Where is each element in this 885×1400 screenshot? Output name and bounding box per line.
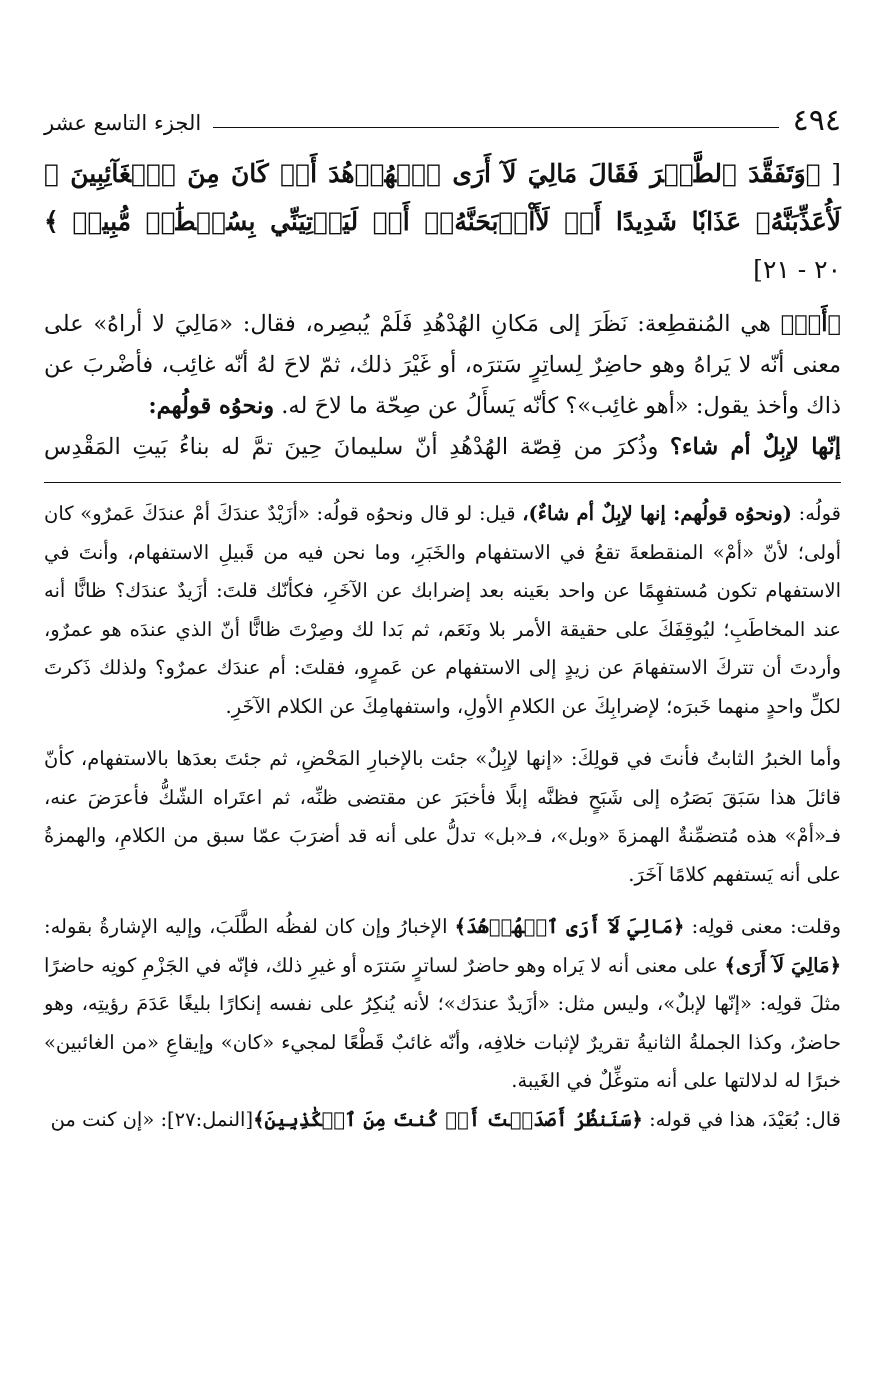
- footnote-bold-quote: (ونحوُه قولُهم: إنها لإبِلٌ أم شاءٌ)،: [522, 502, 792, 525]
- footnote-text: وأما الخبرُ الثابتُ فأنتَ في قولِكَ: «إنها لإبِلٌ» جئت بالإخبارِ المَحْضِ، ثم جئتَ بعدَها بالاستفهام، كأنّ قائلَ هذا سَبَقَ بَصَرُه إلى شَبَحٍ فظنَّه إبلًا فأخبَرَ عن مقتضى ظنِّه، ثم اعتَراه الشّكُّ فأعرَضَ عنه، فـ«أمْ» هذه مُتضمِّنةٌ الهمزةَ «وبل»، فـ«بل» تدلُّ على أنه قد أضرَبَ عمّا سبق من الكلامِ، والهمزةُ على أنه يَستفهم كلامًا آخَرَ.: [44, 747, 841, 886]
- footnote-lead: قولُه:: [798, 502, 841, 525]
- commentary-bold-phrase: ونحوُه قولُهم:: [148, 393, 275, 419]
- footnote-quran-quote: ﴿سَنَنظُرُ أَصَدَقۡتَ أَمۡ كُنتَ مِنَ ٱلۡكَٰذِبِينَ﴾: [253, 1107, 643, 1131]
- footnote-text: الإخبارُ وإن كان لفظُه الطَّلَبَ، وإليه الإشارةُ بقوله:: [44, 915, 448, 938]
- main-commentary: [44, 304, 841, 468]
- quoted-term: أَمۡ: [794, 311, 828, 337]
- verse-close-bracket: ]: [753, 255, 763, 284]
- quran-verse-block: [44, 150, 841, 294]
- commentary-text: هي المُنقطِعة: نَظَرَ إلى مَكانِ الهُدْهُدِ فَلَمْ يُبصِره، فقال: «مَالِيَ لا أراهُ» على معنى أنّه لا يَراهُ وهو حاضِرٌ لِساتِرٍ سَترَه، أو غَيْرَ ذلك، ثمّ لاحَ لهُ أنّه غائِب، فأضْربَ عن ذاك وأخذ يقول: «أهو غائِب»؟ كأنّه يَسأَلُ عن صِحّة ما لاحَ له.: [44, 311, 841, 419]
- footnote-text: على معنى أنه لا يَراه وهو حاضرٌ لساترٍ سَترَه أو غيرِ ذلك، فإنّه في الجَزْمِ كونِه حاضرًا مثلَ قولِه: «إنّها لإبلٌ»، وليس مثل: «أزَيدٌ عندَك»؛ لأنه يُنكِرُ على نفسه إنكارًا بليغًا عَدَمَ رؤيتِه، وهو حاضرٌ، وكذا الجملةُ الثانيةُ تقريرٌ لإثبات خلافِه، وأنّه غائبٌ قَطْعًا لمجيء «كان» وإيقاعِ «من الغائبين» خبرًا له لدلالتها على أنه متوغِّلٌ في الغَيبة.: [44, 953, 842, 1092]
- footnote-quran-quote: ﴿مَالِيَ لَآ أَرَى﴾: [724, 953, 841, 977]
- part-title: الجزء التاسع عشر: [44, 111, 202, 135]
- term-close-ornament: ﴾: [780, 311, 795, 337]
- footnote-reference: [النمل:٢٧]:: [160, 1107, 254, 1131]
- commentary-last-bold: إنّها لإبِلٌ أم شاء؟: [669, 434, 842, 460]
- term-open-ornament: ﴿: [827, 311, 842, 337]
- verse-open-ornament: ﴿: [805, 159, 821, 188]
- footnote-quran-quote: ﴿مَالِيَ لَآ أَرَى ٱلۡهُدۡهُدَ﴾: [454, 915, 685, 938]
- verse-reference: ٢٠ - ٢١: [762, 255, 841, 284]
- footnote-paragraph-3: [44, 908, 841, 1139]
- footnote-paragraph-2: [44, 740, 841, 894]
- footnote-text: قال: بُعَيْدَ، هذا في قوله:: [649, 1107, 841, 1131]
- commentary-last-line: [44, 427, 841, 468]
- footnote-text: «إن كنت من: [50, 1107, 155, 1131]
- footnote-paragraph-1: [44, 495, 841, 726]
- footnote-text: وقلت: معنى قولِه:: [691, 915, 841, 938]
- page-number: ٤٩٤: [792, 103, 841, 138]
- verse-text: وَتَفَقَّدَ ٱلطَّيۡرَ فَقَالَ مَالِيَ لَآ أَرَى ٱلۡهُدۡهُدَ أَمۡ كَانَ مِنَ ٱلۡغَآئِبِينَ ۞ لَأُعَذِّبَنَّهُۥ عَذَابٗا شَدِيدًا أَوۡ لَأَاْذۡبَحَنَّهُۥٓ أَوۡ لَيَأۡتِيَنِّي بِسُلۡطَٰنٖ مُّبِينٖ: [44, 159, 841, 236]
- running-header: [44, 96, 841, 136]
- footnote-divider: [44, 482, 841, 483]
- verse-open-bracket: [: [831, 159, 841, 188]
- verse-close-ornament: ﴾: [44, 207, 59, 236]
- footnote-text: قيل: لو قال ونحوُه قولُه: «أزَيْدٌ عندَكَ أمْ عندَكَ عَمرٌو» كان أولى؛ لأنّ «أمْ» المنقطعةَ تقعُ في الاستفهام والخَبَرِ، وما نحن فيه من قَبيلِ الاستفهام، وأنتَ في الاستفهام تكون مُستفهِمًا عن واحد بعَينه بعد إضرابك عن الآخَرِ، فكأنّك قلتَ: أزَيدٌ عندَك؟ ظانًّا أنه عند المخاطَبِ؛ ليُوقِفَكَ على حقيقة الأمر بلا ونَعَم، ثم بَدا لك وصِرْتَ ظانًّا أنّ الذي عندَه هو عمرٌو، وأردتَ أن تتركَ الاستفهامَ عن زيدٍ إلى الاستفهام عن عَمرٍو، فقلتَ: أم عندَك عمرٌو؟ ولذلك ذَكرتَ لكلِّ واحدٍ منهما خَبرَه؛ لإضرابِكَ عن الكلامِ الأولِ، واستفهامِكَ عن الكلام الآخَرِ.: [44, 502, 841, 718]
- commentary-last-text: وذُكرَ من قِصّة الهُدْهُدِ أنّ سليمانَ حِينَ تمَّ له بناءُ بَيتِ المَقْدِس: [44, 434, 659, 460]
- header-rule: [213, 127, 778, 128]
